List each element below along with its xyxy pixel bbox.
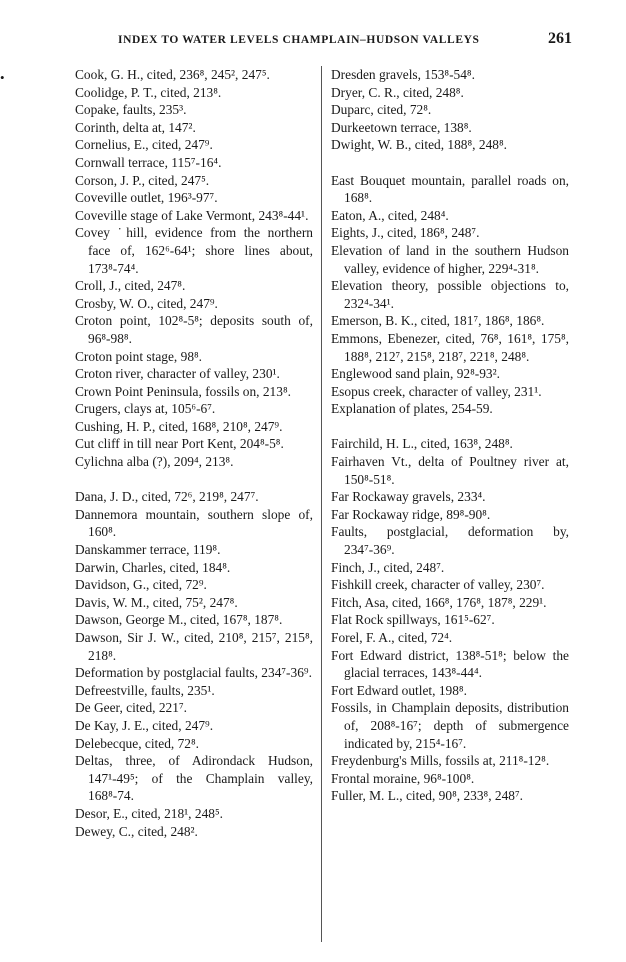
section-gap bbox=[75, 471, 313, 489]
section-gap bbox=[331, 154, 569, 172]
index-entry: Fort Edward district, 138⁸-51⁸; below the glacial terraces, 143⁸-44⁴. bbox=[331, 647, 569, 681]
index-entry: Dana, J. D., cited, 72⁶, 219⁸, 247⁷. bbox=[75, 489, 259, 505]
index-entry: Durkeetown terrace, 138⁸. bbox=[331, 119, 472, 135]
index-column-right bbox=[331, 66, 569, 805]
index-entry: Davidson, G., cited, 72⁹. bbox=[75, 577, 207, 593]
index-entry: Dawson, Sir J. W., cited, 210⁸, 215⁷, 215⁸, 218⁸. bbox=[75, 630, 313, 663]
section-gap bbox=[331, 418, 569, 436]
index-entry: Coveville stage of Lake Vermont, 243⁸-44¹. bbox=[75, 207, 309, 223]
index-entry: De Geer, cited, 221⁷. bbox=[75, 700, 187, 716]
index-entry: Cook, G. H., cited, 236⁸, 245², 247⁵. bbox=[75, 67, 270, 82]
running-title: INDEX TO WATER LEVELS CHAMPLAIN–HUDSON VALLEYS bbox=[118, 34, 480, 46]
index-entry: Dewey, C., cited, 248². bbox=[75, 823, 198, 839]
index-entry: Corinth, delta at, 147². bbox=[75, 119, 196, 135]
index-entry: Emerson, B. K., cited, 181⁷, 186⁸, 186⁸. bbox=[331, 313, 545, 329]
index-entry: East Bouquet mountain, parallel roads on, 168⁸. bbox=[331, 172, 569, 206]
index-entry: Fuller, M. L., cited, 90⁸, 233⁸, 248⁷. bbox=[331, 788, 523, 804]
index-entry: Duparc, cited, 72⁸. bbox=[331, 102, 432, 118]
index-entry: Copake, faults, 235³. bbox=[75, 102, 187, 118]
page-header bbox=[118, 30, 572, 48]
index-entry: Far Rockaway ridge, 89⁸-90⁸. bbox=[331, 506, 491, 522]
index-entry: Dannemora mountain, southern slope of, 160⁸. bbox=[75, 506, 313, 540]
index-entry: Fairchild, H. L., cited, 163⁸, 248⁸. bbox=[331, 436, 513, 452]
index-entry: Deltas, three, of Adirondack Hudson, 147¹-49⁵; of the Champlain valley, 168⁸-74. bbox=[75, 753, 313, 804]
index-entry: Cushing, H. P., cited, 168⁸, 210⁸, 247⁹. bbox=[75, 418, 283, 434]
index-entry: Fort Edward outlet, 198⁸. bbox=[331, 682, 467, 698]
column-divider bbox=[321, 66, 322, 942]
index-entry: Croll, J., cited, 247⁸. bbox=[75, 278, 186, 294]
index-entry: Elevation of land in the southern Hudson valley, evidence of higher, 229⁴-31⁸. bbox=[331, 242, 569, 276]
index-entry: Covey ˙hill, evidence from the northern face of, 162⁶-64¹; shore lines about, 173⁸-74⁴. bbox=[75, 225, 313, 276]
index-entry: Englewood sand plain, 92⁸-93². bbox=[331, 366, 500, 382]
margin-mark: • bbox=[0, 70, 5, 85]
index-entry: Fitch, Asa, cited, 166⁸, 176⁸, 187⁸, 229¹. bbox=[331, 594, 547, 610]
index-entry: Esopus creek, character of valley, 231¹. bbox=[331, 383, 542, 399]
index-entry: Far Rockaway gravels, 233⁴. bbox=[331, 489, 486, 505]
index-entry: Dresden gravels, 153⁸-54⁸. bbox=[331, 67, 475, 82]
index-entry: Croton point, 102⁸-5⁸; deposits south of, 96⁸-98⁸. bbox=[75, 313, 313, 346]
index-entry: Coveville outlet, 196³-97⁷. bbox=[75, 190, 218, 206]
index-entry: Freydenburg's Mills, fossils at, 211⁸-12⁸. bbox=[331, 753, 550, 769]
index-entry: Fossils, in Champlain deposits, distribution of, 208⁸-16⁷; depth of submergence indicated by, 215⁴-16⁷. bbox=[331, 700, 569, 751]
index-entry: Cut cliff in till near Port Kent, 204⁸-5⁸. bbox=[75, 436, 284, 452]
index-entry: Forel, F. A., cited, 72⁴. bbox=[331, 630, 453, 645]
index-entry: Defreestville, faults, 235¹. bbox=[75, 682, 215, 698]
index-entry: Dryer, C. R., cited, 248⁸. bbox=[331, 84, 464, 100]
index-entry: Dawson, George M., cited, 167⁸, 187⁸. bbox=[75, 612, 283, 628]
index-entry: Croton point stage, 98⁸. bbox=[75, 348, 203, 364]
index-entry: Elevation theory, possible objections to, 232⁴-34¹. bbox=[331, 278, 569, 311]
page-number: 261 bbox=[548, 30, 572, 47]
index-entry: Eights, J., cited, 186⁸, 248⁷. bbox=[331, 225, 480, 241]
index-entry: Croton river, character of valley, 230¹. bbox=[75, 366, 280, 382]
index-entry: Crosby, W. O., cited, 247⁹. bbox=[75, 295, 218, 311]
index-entry: Dwight, W. B., cited, 188⁸, 248⁸. bbox=[331, 137, 507, 153]
index-entry: De Kay, J. E., cited, 247⁹. bbox=[75, 717, 214, 733]
index-entry: Emmons, Ebenezer, cited, 76⁸, 161⁸, 175⁸, 188⁸, 212⁷, 215⁸, 218⁷, 221⁸, 248⁸. bbox=[331, 330, 569, 364]
index-entry: Davis, W. M., cited, 75², 247⁸. bbox=[75, 594, 238, 610]
index-entry: Danskammer terrace, 119⁸. bbox=[75, 542, 221, 558]
index-entry: Crugers, clays at, 105⁶-6⁷. bbox=[75, 401, 216, 417]
index-entry: Crown Point Peninsula, fossils on, 213⁸. bbox=[75, 383, 291, 399]
index-entry: Finch, J., cited, 248⁷. bbox=[331, 559, 445, 575]
index-entry: Cornwall terrace, 115⁷-16⁴. bbox=[75, 154, 222, 170]
index-entry: Flat Rock spillways, 161⁵-62⁷. bbox=[331, 612, 495, 628]
index-entry: Deformation by postglacial faults, 234⁷-36⁹. bbox=[75, 665, 312, 681]
index-column-left bbox=[75, 66, 313, 840]
index-entry: Frontal moraine, 96⁸-100⁸. bbox=[331, 770, 475, 786]
index-entry: Cornelius, E., cited, 247⁹. bbox=[75, 137, 213, 153]
index-entry: Explanation of plates, 254-59. bbox=[331, 401, 493, 417]
index-entry: Corson, J. P., cited, 247⁵. bbox=[75, 172, 210, 188]
index-entry: Desor, E., cited, 218¹, 248⁵. bbox=[75, 805, 223, 821]
index-entry: Coolidge, P. T., cited, 213⁸. bbox=[75, 84, 222, 100]
index-entry: Darwin, Charles, cited, 184⁸. bbox=[75, 559, 231, 575]
index-entry: Cylichna alba (?), 209⁴, 213⁸. bbox=[75, 454, 234, 470]
index-entry: Fishkill creek, character of valley, 230⁷. bbox=[331, 577, 545, 593]
index-entry: Eaton, A., cited, 248⁴. bbox=[331, 207, 449, 223]
index-entry: Delebecque, cited, 72⁸. bbox=[75, 735, 200, 751]
index-entry: Faults, postglacial, deformation by, 234⁷-36⁹. bbox=[331, 524, 569, 558]
index-entry: Fairhaven Vt., delta of Poultney river at, 150⁸-51⁸. bbox=[331, 454, 569, 487]
